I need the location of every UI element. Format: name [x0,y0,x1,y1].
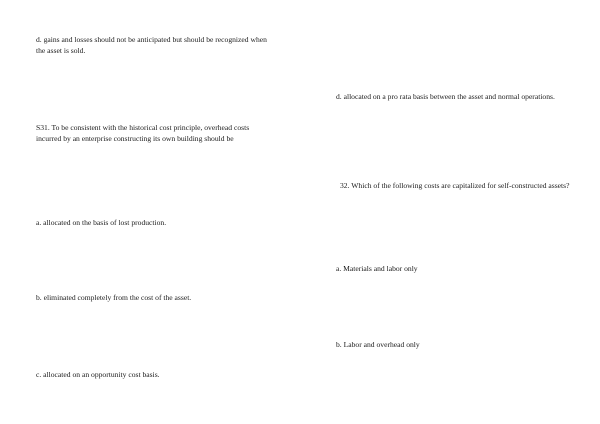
question-32-text: 32. Which of the following costs are capitalized for self-constructed assets? [340,181,570,190]
question-31-text: S31. To be consistent with the historical cost principle, overhead costs incurred by an enterprise constructing its own building should be [36,123,250,143]
answer-option-b-q31: b. eliminated completely from the cost of the asset. [36,293,192,302]
answer-option-c-q31: c. allocated on an opportunity cost basis. [36,370,160,379]
answer-option-d-q31: d. allocated on a pro rata basis between the asset and normal operations. [336,92,555,101]
answer-option-a-q31: a. allocated on the basis of lost production. [36,218,167,227]
answer-option-a-q32: a. Materials and labor only [336,264,418,273]
answer-option-b-q32: b. Labor and overhead only [336,340,420,349]
answer-option-d-q30: d. gains and losses should not be anticipated but should be recognized when the asset is sold. [36,35,267,55]
